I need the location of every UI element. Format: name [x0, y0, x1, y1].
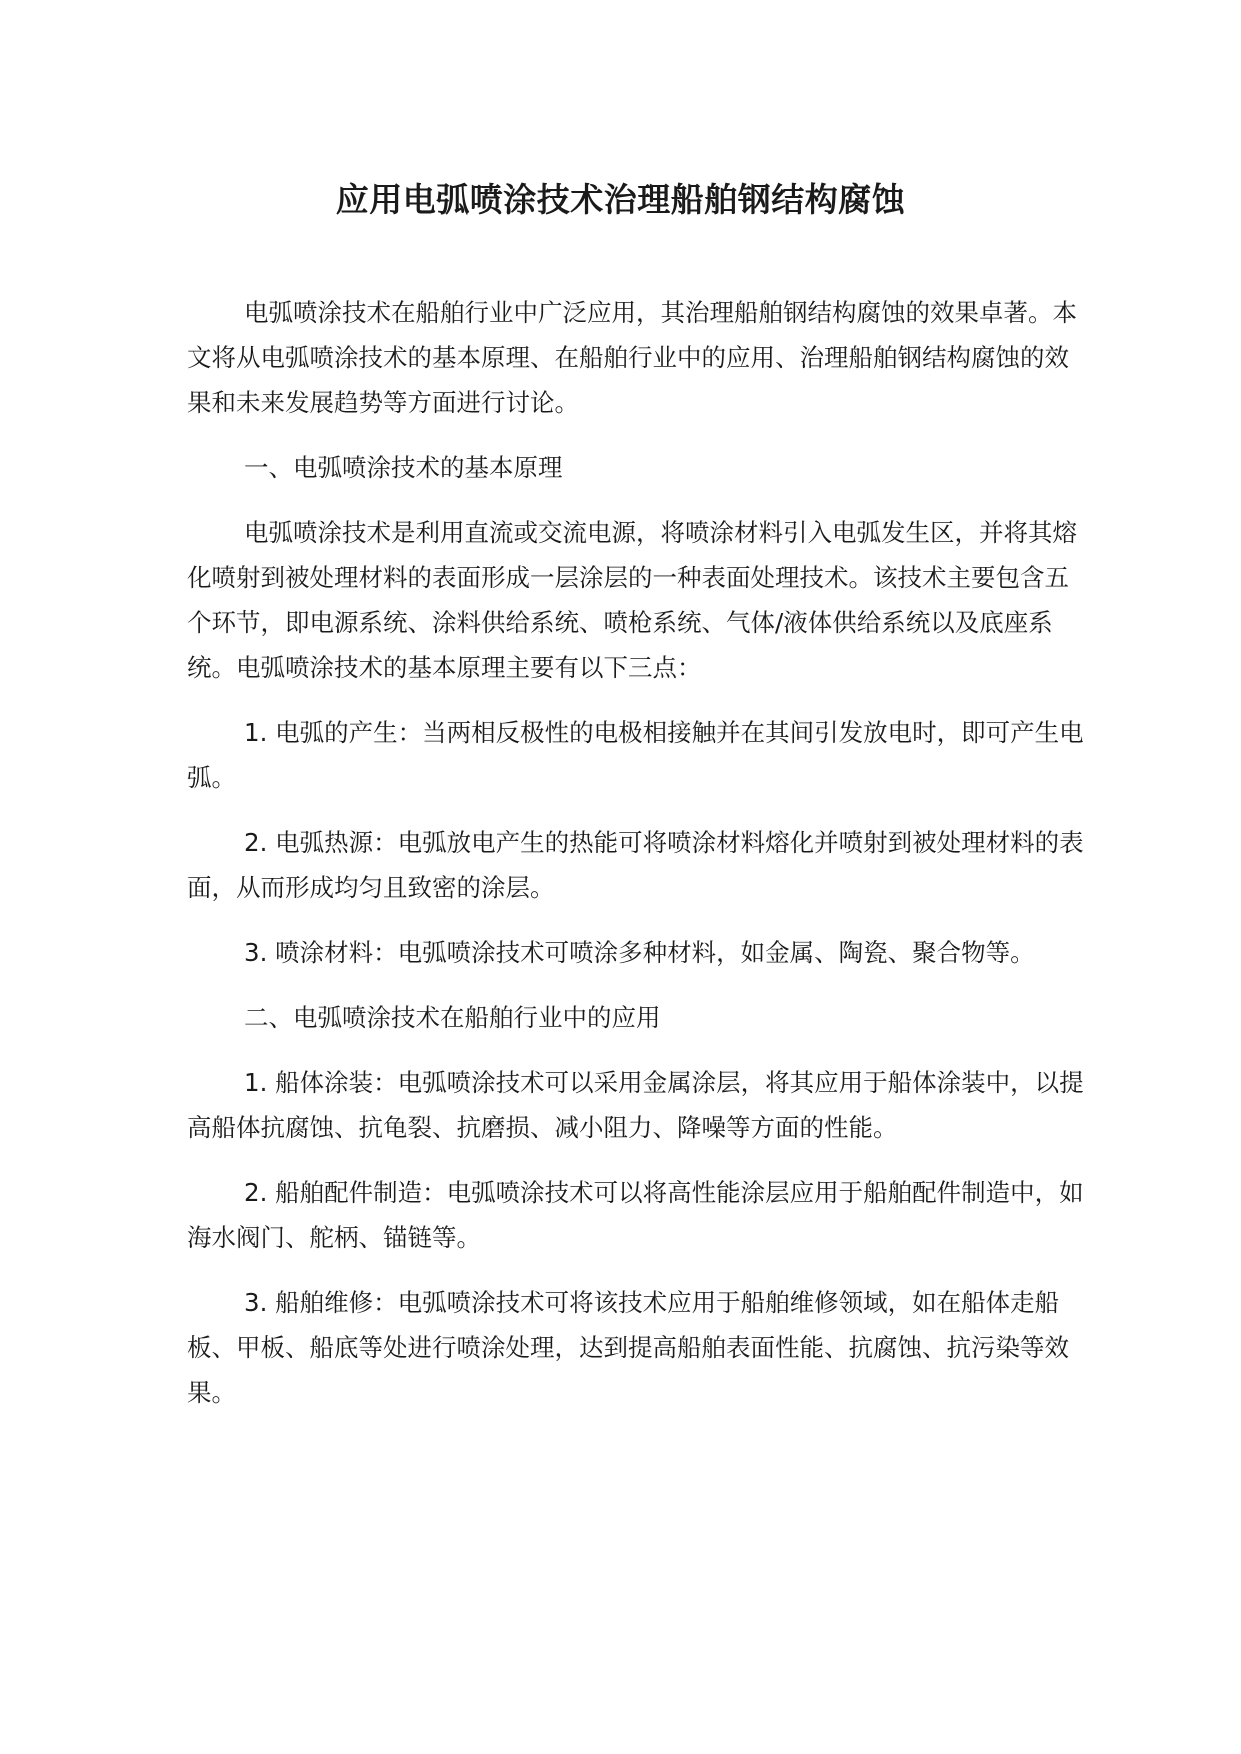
- application-item-2: 2. 船舶配件制造：电弧喷涂技术可以将高性能涂层应用于船舶配件制造中，如海水阀门、舵柄、锚链等。: [187, 1178, 1084, 1252]
- principle-paragraph: 电弧喷涂技术是利用直流或交流电源，将喷涂材料引入电弧发生区，并将其熔化喷射到被处理材料的表面形成一层涂层的一种表面处理技术。该技术主要包含五个环节，即电源系统、涂料供给系统、喷枪系统、气体/液体供给系统以及底座系统。电弧喷涂技术的基本原理主要有以下三点：: [187, 518, 1077, 682]
- principle-item-2: 2. 电弧热源：电弧放电产生的热能可将喷涂材料熔化并喷射到被处理材料的表面，从而形成均匀且致密的涂层。: [187, 828, 1084, 902]
- section-heading-1: 一、电弧喷涂技术的基本原理: [244, 453, 563, 482]
- document-body: [187, 290, 1087, 1435]
- principle-item-1: 1. 电弧的产生：当两相反极性的电极相接触并在其间引发放电时，即可产生电弧。: [187, 718, 1084, 792]
- document-title: 应用电弧喷涂技术治理船舶钢结构腐蚀: [335, 180, 906, 219]
- intro-paragraph: 电弧喷涂技术在船舶行业中广泛应用，其治理船舶钢结构腐蚀的效果卓著。本文将从电弧喷涂技术的基本原理、在船舶行业中的应用、治理船舶钢结构腐蚀的效果和未来发展趋势等方面进行讨论。: [187, 298, 1077, 417]
- application-item-3: 3. 船舶维修：电弧喷涂技术可将该技术应用于船舶维修领域，如在船体走船板、甲板、船底等处进行喷涂处理，达到提高船舶表面性能、抗腐蚀、抗污染等效果。: [187, 1288, 1069, 1407]
- application-item-1: 1. 船体涂装：电弧喷涂技术可以采用金属涂层，将其应用于船体涂装中，以提高船体抗腐蚀、抗龟裂、抗磨损、减小阻力、降噪等方面的性能。: [187, 1068, 1084, 1142]
- principle-item-3: 3. 喷涂材料：电弧喷涂技术可喷涂多种材料，如金属、陶瓷、聚合物等。: [244, 938, 1035, 967]
- section-heading-2: 二、电弧喷涂技术在船舶行业中的应用: [244, 1003, 661, 1032]
